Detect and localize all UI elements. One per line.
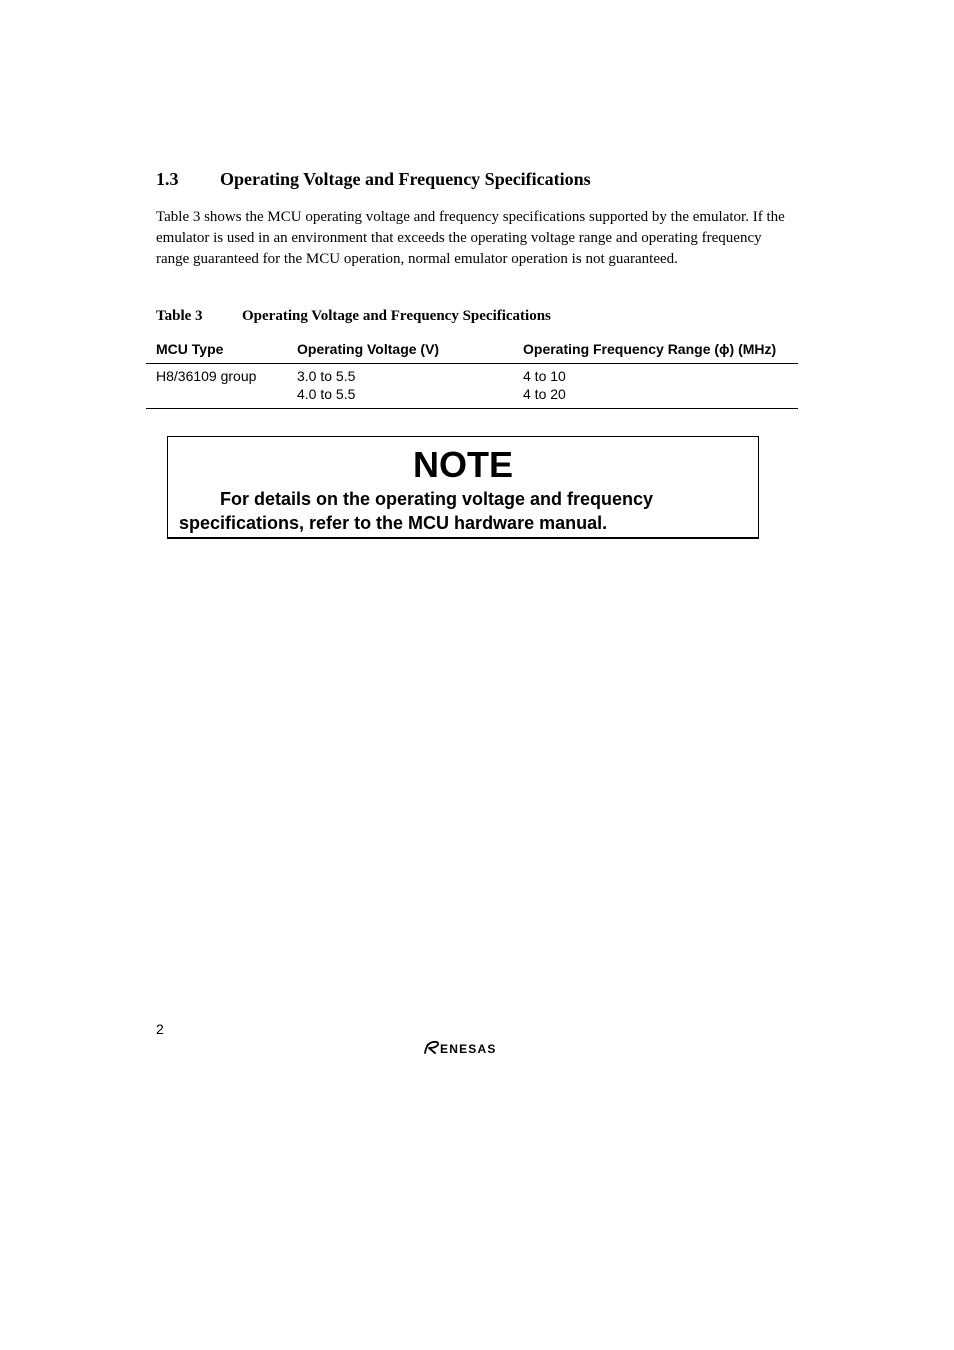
voltage-value: 4.0 to 5.5 xyxy=(297,386,356,402)
mcu-type-value: H8/36109 group xyxy=(156,368,257,384)
note-box xyxy=(167,436,759,539)
intro-paragraph xyxy=(156,207,786,270)
table-caption-label: Table 3 xyxy=(156,308,203,324)
table-caption-title: Operating Voltage and Frequency Specifications xyxy=(242,308,551,324)
renesas-logo-icon xyxy=(424,1039,524,1055)
cell-mcu-type xyxy=(146,364,297,409)
table-header-row xyxy=(146,334,798,364)
note-text: For details on the operating voltage and frequency specifications, refer to the MCU hardware manual. xyxy=(179,489,654,533)
table-row xyxy=(146,364,798,409)
frequency-value: 4 to 20 xyxy=(523,386,566,402)
section-title: Operating Voltage and Frequency Specifications xyxy=(220,169,591,189)
intro-text: Table 3 shows the MCU operating voltage and frequency specifications supported by the emulator. If the emulator is used in an environment that exceeds the operating voltage range and operating frequency range guaranteed for the MCU operation, normal emulator operation is not guaranteed. xyxy=(156,209,785,267)
note-title: NOTE xyxy=(412,444,513,485)
header-operating-voltage: Operating Voltage (V) xyxy=(297,334,523,364)
header-mcu-type: MCU Type xyxy=(146,334,297,364)
renesas-logo xyxy=(424,1039,524,1060)
table-caption xyxy=(156,306,551,326)
frequency-value: 4 to 10 xyxy=(523,368,566,384)
header-operating-frequency: Operating Frequency Range (ϕ) (MHz) xyxy=(523,334,798,364)
voltage-value: 3.0 to 5.5 xyxy=(297,368,356,384)
svg-text:ENESAS: ENESAS xyxy=(440,1042,497,1055)
spec-table xyxy=(146,334,798,409)
cell-voltage xyxy=(297,364,523,409)
section-heading xyxy=(156,168,591,190)
section-number: 1.3 xyxy=(156,169,179,189)
cell-frequency xyxy=(523,364,798,409)
page-number: 2 xyxy=(156,1021,164,1037)
